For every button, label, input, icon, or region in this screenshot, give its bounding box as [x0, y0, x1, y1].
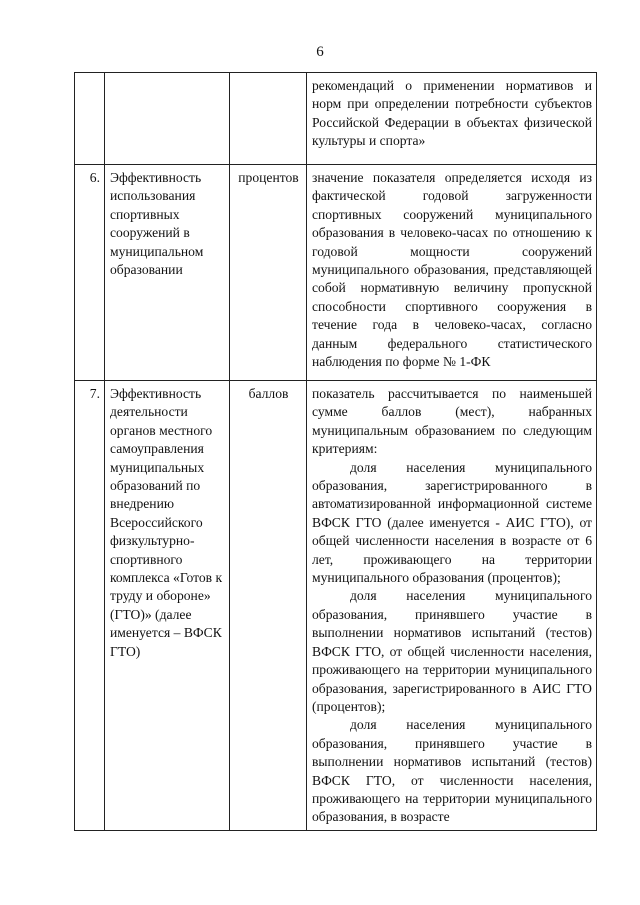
indicator-name: Эффективность использования спортивных сооружений в муниципальном образовании [105, 165, 230, 381]
indicator-table [74, 72, 597, 831]
unit-of-measure: процентов [230, 165, 307, 381]
description-paragraph: показатель рассчитывается по наименьшей сумме баллов (мест), набранных муниципальным образованием по следующим критериям: [312, 386, 592, 457]
description-paragraph: рекомендаций о применении нормативов и норм при определении потребности субъектов Российской Федерации в объектах физической культуры и спорта» [312, 78, 592, 149]
table-row [75, 381, 597, 831]
row-number: 6. [75, 165, 105, 381]
unit-of-measure [230, 73, 307, 165]
criterion-paragraph: доля населения муниципального образования, принявшего участие в выполнении нормативов испытаний (тестов) ВФСК ГТО, от общей численности населения, проживающего на территории муниципального образования, зарегистрированного в АИС ГТО (процентов); [312, 588, 592, 714]
description-paragraph: значение показателя определяется исходя из фактической годовой загруженности спортивных сооружений муниципального образования в человеко-часах по отношению к годовой мощности сооружений муниципального образования, представляющей собой нормативную величину пропускной способности спортивного сооружения в течение года в человеко-часах, согласно данным федерального статистического наблюдения по форме № 1-ФК [312, 170, 592, 370]
table-row [75, 73, 597, 165]
row-number: 7. [75, 381, 105, 831]
indicator-name: Эффективность деятельности органов местного самоуправления муниципальных образований по внедрению Всероссийского физкультурно-спортивного комплекса «Готов к труду и обороне» (ГТО)» (далее именуется – ВФСК ГТО) [105, 381, 230, 831]
criterion-paragraph: доля населения муниципального образования, зарегистрированного в автоматизированной информационной системе ВФСК ГТО (далее именуется - АИС ГТО), от общей численности населения в возрасте от 6 лет, проживающего на территории муниципального образования (процентов); [312, 459, 592, 586]
unit-of-measure: баллов [230, 381, 307, 831]
indicator-name [105, 73, 230, 165]
table-row [75, 165, 597, 381]
row-number [75, 73, 105, 165]
criterion-paragraph: доля населения муниципального образования, принявшего участие в выполнении нормативов испытаний (тестов) ВФСК ГТО, от численности населения, проживающего на территории муниципального образования, в возрасте [312, 717, 592, 825]
indicator-description [307, 165, 597, 381]
page-number: 6 [316, 44, 324, 60]
indicator-description [307, 381, 597, 831]
indicator-description [307, 73, 597, 165]
